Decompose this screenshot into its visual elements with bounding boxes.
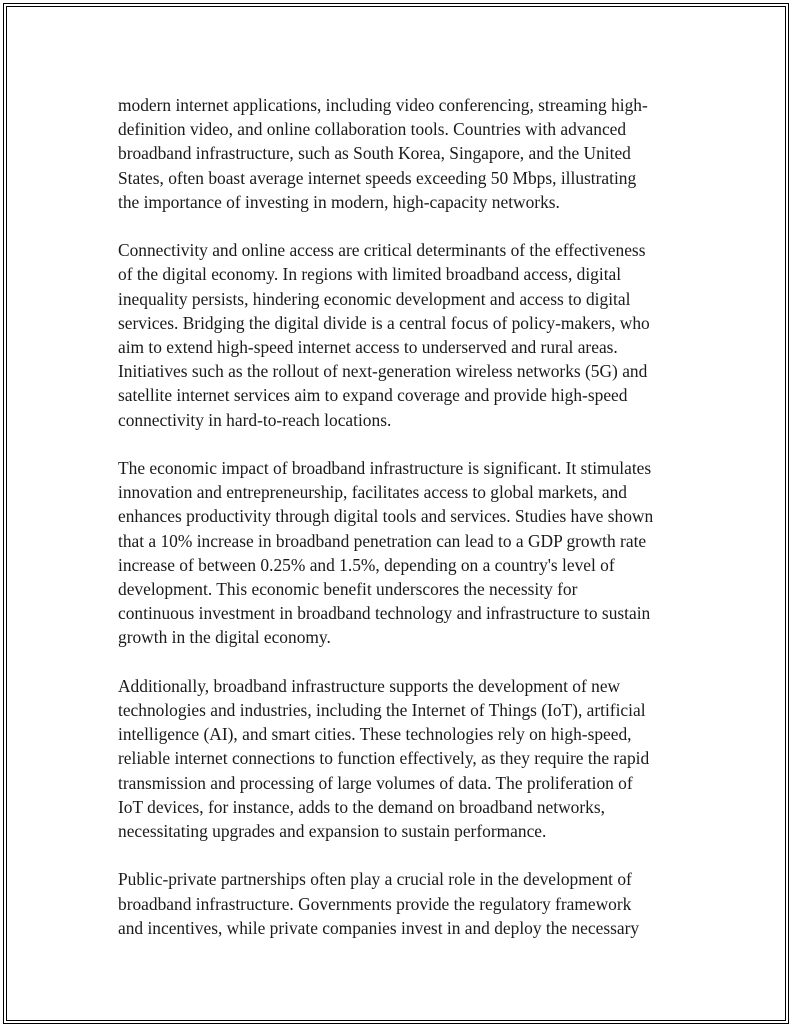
document-body xyxy=(118,93,688,940)
paragraph-5: Public-private partnerships often play a crucial role in the development of broadband infrastructure. Governments provide the regulatory framework and incentives, while private companies invest in and deploy the necessary xyxy=(118,869,640,938)
paragraph-2: Connectivity and online access are critical determinants of the effectiveness of the digital economy. In regions with limited broadband access, digital inequality persists, hindering economic development and access to digital services. Bridging the digital divide is a central focus of policy-makers, who aim to extend high-speed internet access to underserved and rural areas. Initiatives such as the rollout of next-generation wireless networks (5G) and satellite internet services aim to expand coverage and provide high-speed connectivity in hard-to-reach locations. xyxy=(118,240,650,430)
paragraph-1: modern internet applications, including video conferencing, streaming high- definition video, and online collaboration tools. Countries with advanced broadband infrastructure, such as South Korea, Singapore, and the United States, often boast average internet speeds exceeding 50 Mbps, illustrating the importance of investing in modern, high-capacity networks. xyxy=(118,95,648,212)
paragraph-3: The economic impact of broadband infrastructure is significant. It stimulates innovation and entrepreneurship, facilitates access to global markets, and enhances productivity through digital tools and services. Studies have shown that a 10% increase in broadband penetration can lead to a GDP growth rate increase of between 0.25% and 1.5%, depending on a country's level of development. This economic benefit underscores the necessity for continuous investment in broadband technology and infrastructure to sustain growth in the digital economy. xyxy=(118,458,654,648)
paragraph-4: Additionally, broadband infrastructure supports the development of new technologies and industries, including the Internet of Things (IoT), artificial intelligence (AI), and smart cities. These technologies rely on high-speed, reliable internet connections to function effectively, as they require the rapid transmission and processing of large volumes of data. The proliferation of IoT devices, for instance, adds to the demand on broadband networks, necessitating upgrades and expansion to sustain performance. xyxy=(118,675,650,842)
